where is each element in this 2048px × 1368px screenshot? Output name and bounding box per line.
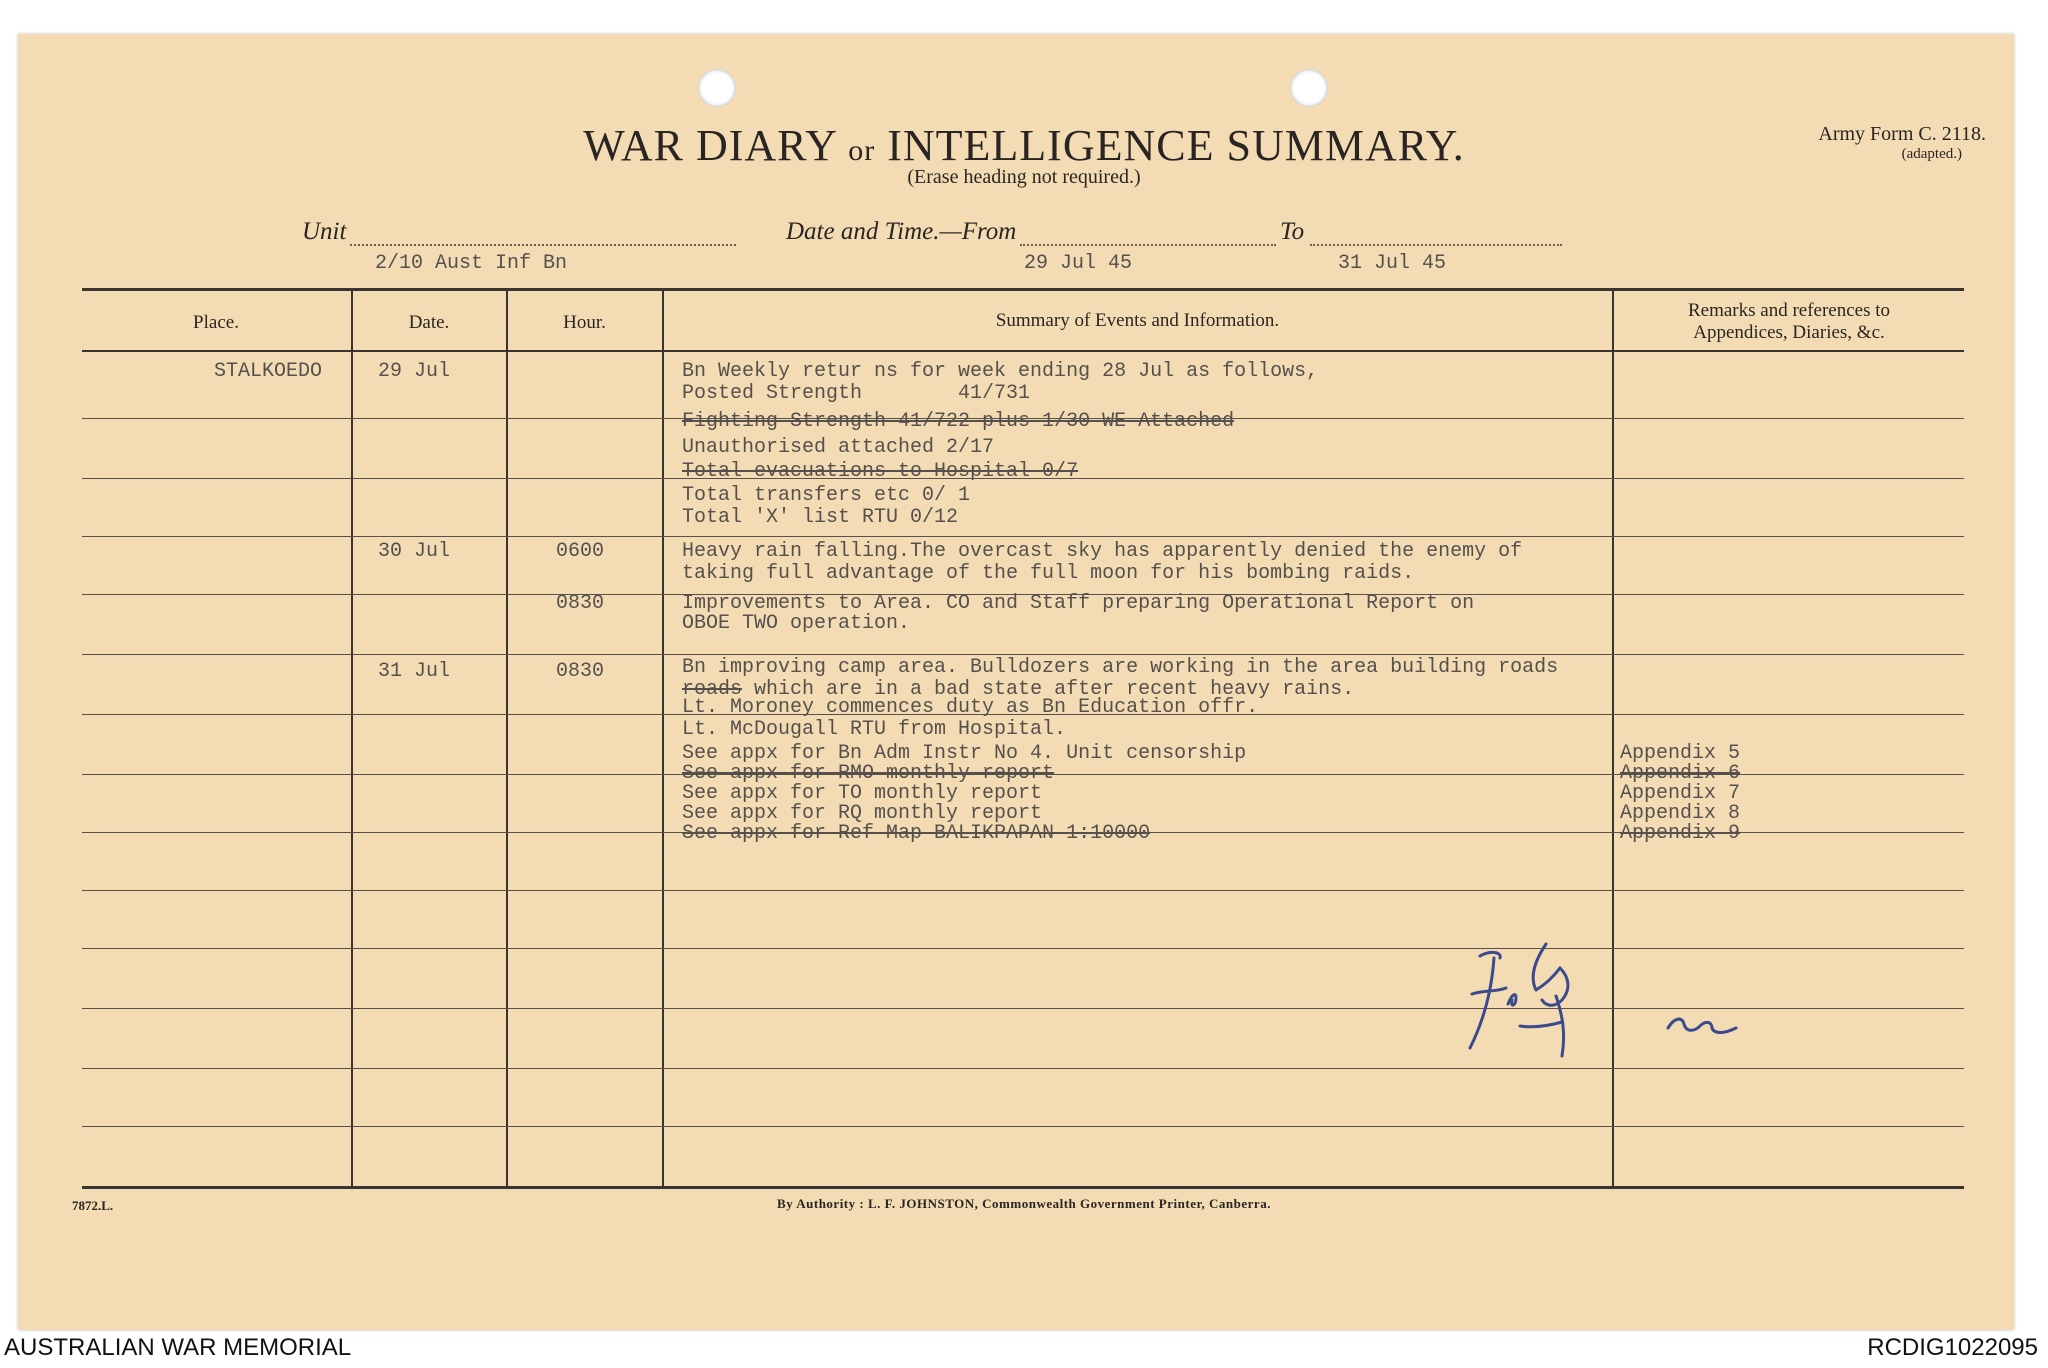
date-to-dotted-line: [1310, 244, 1562, 246]
date-entry: 31 Jul: [378, 660, 451, 683]
summary-line: Total 'X' list RTU 0/12: [682, 506, 959, 529]
table-bottom-rule: [82, 1186, 1964, 1189]
unit-label: Unit: [302, 218, 347, 245]
erase-note: (Erase heading not required.): [907, 166, 1141, 188]
column-header-date: Date.: [408, 312, 450, 333]
ruled-line: [82, 536, 1964, 537]
table-header-rule: [82, 350, 1964, 352]
summary-line: Lt. Moroney commences duty as Bn Education offr.: [682, 696, 1259, 719]
army-form-label: Army Form C. 2118. (adapted.): [1818, 123, 1986, 162]
summary-line: See appx for RQ monthly report: [682, 802, 1043, 825]
column-header-summary: Summary of Events and Information.: [995, 310, 1280, 331]
date-from-label: Date and Time.—From: [786, 218, 1017, 245]
column-divider-hour: [662, 288, 664, 1188]
hour-entry: 0600: [556, 540, 605, 563]
summary-line: Posted Strength: [682, 382, 863, 405]
column-divider-date: [506, 288, 508, 1188]
ruled-line: [82, 890, 1964, 891]
signature: [1450, 936, 1770, 1066]
date-entry: 30 Jul: [378, 540, 451, 563]
summary-line: Lt. McDougall RTU from Hospital.: [682, 718, 1067, 741]
printer-authority: By Authority : L. F. JOHNSTON, Commonwealth Government Printer, Canberra.: [777, 1196, 1271, 1211]
summary-line: Total transfers etc 0/ 1: [682, 484, 971, 507]
archive-caption: AUSTRALIAN WAR MEMORIAL: [4, 1334, 352, 1361]
punch-hole-left: [698, 69, 736, 107]
summary-line: See appx for RMO monthly report: [682, 762, 1055, 785]
ruled-line: [82, 1068, 1964, 1069]
page-title: WAR DIARY or INTELLIGENCE SUMMARY.: [583, 121, 1465, 170]
summary-line: OBOE TWO operation.: [682, 612, 911, 635]
summary-line: Bn Weekly retur ns for week ending 28 Jul as follows,: [682, 360, 1319, 383]
summary-line: See appx for Ref Map BALIKPAPAN 1:10000: [682, 822, 1151, 845]
table-top-rule: [82, 288, 1964, 291]
date-from-value: 29 Jul 45: [1024, 252, 1133, 275]
hour-entry: 0830: [556, 660, 605, 683]
appendix-ref: Appendix 5: [1620, 742, 1741, 765]
summary-line: See appx for TO monthly report: [682, 782, 1043, 805]
summary-line: taking full advantage of the full moon for his bombing raids.: [682, 562, 1415, 585]
summary-line: Improvements to Area. CO and Staff preparing Operational Report on: [682, 592, 1475, 615]
ruled-line: [82, 654, 1964, 655]
summary-line: Bn improving camp area. Bulldozers are working in the area building roads: [682, 656, 1559, 679]
summary-line: Unauthorised attached 2/17: [682, 436, 995, 459]
appendix-ref: Appendix 9: [1620, 822, 1741, 845]
hour-entry: 0830: [556, 592, 605, 615]
appendix-ref: Appendix 6: [1620, 762, 1741, 785]
form-code: 7872.L.: [72, 1198, 114, 1213]
date-to-label: To: [1280, 218, 1305, 245]
summary-line: See appx for Bn Adm Instr No 4. Unit censorship: [682, 742, 1247, 765]
summary-line: Heavy rain falling.The overcast sky has apparently denied the enemy of: [682, 540, 1523, 563]
place-entry: STALKOEDO: [214, 360, 323, 383]
summary-line: roads which are in a bad state after recent heavy rains.: [682, 678, 1355, 701]
column-divider-place: [351, 288, 353, 1188]
date-to-value: 31 Jul 45: [1338, 252, 1447, 275]
column-header-hour: Hour.: [563, 312, 606, 333]
date-entry: 29 Jul: [378, 360, 451, 383]
summary-line: Fighting Strength 41/722 plus 1/30 WE Attached: [682, 410, 1235, 433]
column-header-remarks: Remarks and references to Appendices, Diaries, &c.: [1687, 300, 1891, 343]
unit-value: 2/10 Aust Inf Bn: [375, 252, 568, 275]
date-from-dotted-line: [1020, 244, 1276, 246]
punch-hole-right: [1290, 69, 1328, 107]
appendix-ref: Appendix 8: [1620, 802, 1741, 825]
summary-line: 41/731: [958, 382, 1031, 405]
archive-id: RCDIG1022095: [1867, 1334, 2038, 1361]
unit-dotted-line: [350, 244, 736, 246]
ruled-line: [82, 1126, 1964, 1127]
summary-line: Total evacuations to Hospital 0/7: [682, 460, 1079, 483]
column-header-place: Place.: [193, 312, 239, 333]
appendix-ref: Appendix 7: [1620, 782, 1741, 805]
